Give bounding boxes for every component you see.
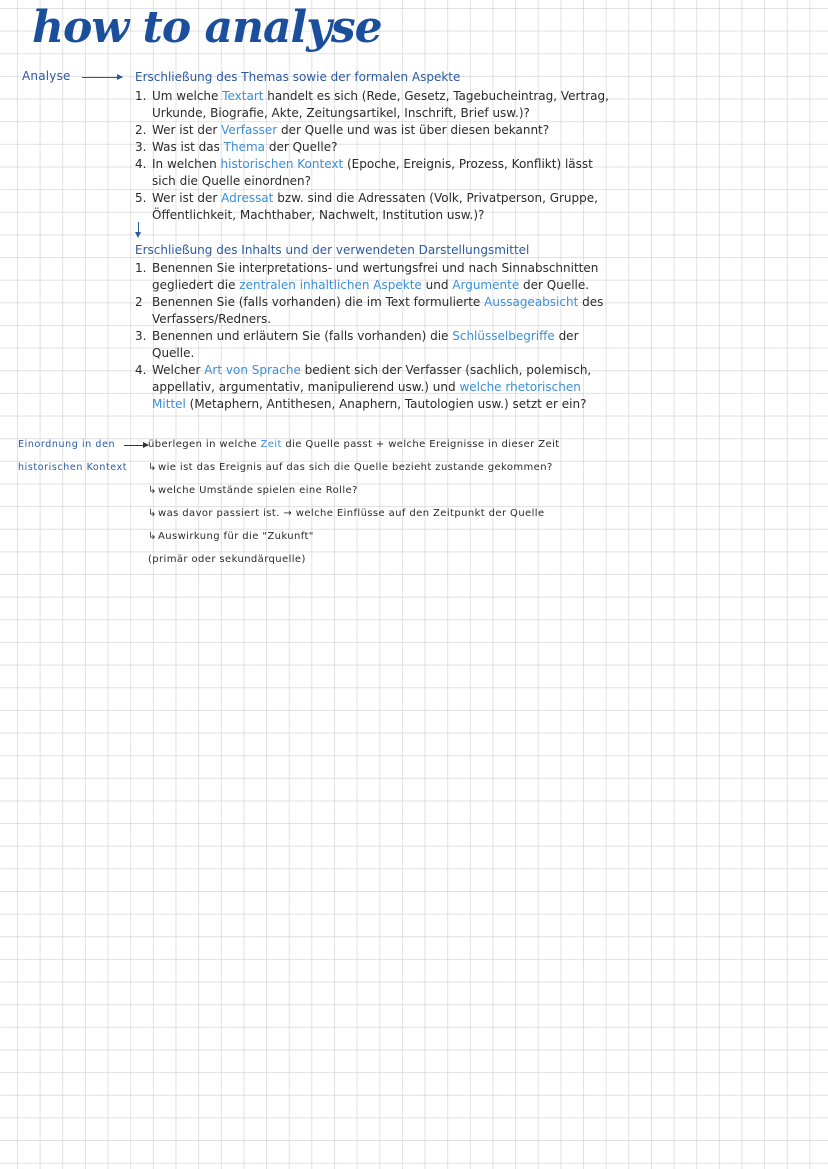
list-item: 3. Was ist das Thema der Quelle? (135, 140, 338, 154)
analyse-label: Analyse (22, 69, 71, 83)
note-line: (primär oder sekundärquelle) (148, 554, 306, 565)
list-item: 2 Benennen Sie (falls vorhanden) die im Text formulierte Aussageabsicht des Verfassers/Redners. (135, 295, 604, 326)
highlight-term: Textart (222, 89, 264, 103)
highlight-term: Argumente (452, 278, 520, 292)
note-line: ↳Auswirkung für die "Zukunft" (148, 528, 560, 551)
hook-arrow-icon: ↳ (148, 462, 157, 473)
page-title: how to analyse (32, 2, 382, 53)
context-label-line1: Einordnung in den (18, 439, 116, 450)
highlight-term: Schlüsselbegriffe (452, 329, 555, 343)
right-arrow-icon (124, 445, 148, 446)
note-line: ↳wie ist das Ereignis auf das sich die Quelle bezieht zustande gekommen? (148, 459, 560, 482)
highlight-term: zentralen inhaltlichen Aspekte (239, 278, 422, 292)
hook-arrow-icon: ↳ (148, 508, 157, 519)
list-item: 5. Wer ist der Adressat bzw. sind die Adressaten (Volk, Privatperson, Gruppe, Öffentlichkeit, Machthaber, Nachwelt, Institution usw.)? (135, 191, 598, 222)
context-notes (148, 436, 560, 574)
down-arrow-icon (138, 222, 139, 236)
highlight-term: Thema (223, 140, 266, 154)
note-line: ↳welche Umstände spielen eine Rolle? (148, 482, 560, 505)
highlight-term: Verfasser (221, 123, 278, 137)
highlight-term: Adressat (221, 191, 274, 205)
note-line: ↳was davor passiert ist. → welche Einflüsse auf den Zeitpunkt der Quelle (148, 505, 560, 528)
content-list (135, 260, 610, 413)
list-item: 1. Um welche Textart handelt es sich (Rede, Gesetz, Tagebucheintrag, Vertrag, Urkunde, Biografie, Akte, Zeitungsartikel, Inschrift, Brief usw.)? (135, 89, 609, 120)
list-item: 1. Benennen Sie interpretations- und wertungsfrei und nach Sinnabschnitten gegliedert die zentralen inhaltlichen Aspekte und Argumente der Quelle. (135, 261, 599, 292)
list-item: 2. Wer ist der Verfasser der Quelle und was ist über diesen bekannt? (135, 123, 550, 137)
highlight-term: historischen Kontext (220, 157, 344, 171)
highlight-term: Zeit (260, 439, 282, 450)
section-heading-content: Erschließung des Inhalts und der verwendeten Darstellungsmittel (135, 243, 530, 257)
highlight-term: welche rhetorischen Mittel (152, 380, 581, 411)
hook-arrow-icon: ↳ (148, 531, 157, 542)
highlight-term: Art von Sprache (204, 363, 301, 377)
formal-aspects-list (135, 88, 610, 224)
list-item: 3. Benennen und erläutern Sie (falls vorhanden) die Schlüsselbegriffe der Quelle. (135, 329, 579, 360)
context-label-line2: historischen Kontext (18, 462, 128, 473)
highlight-term: Aussageabsicht (484, 295, 579, 309)
list-item: 4. In welchen historischen Kontext (Epoche, Ereignis, Prozess, Konflikt) lässt sich die Quelle einordnen? (135, 157, 593, 188)
section-heading-formal-aspects: Erschließung des Themas sowie der formalen Aspekte (135, 70, 461, 84)
right-arrow-icon (82, 77, 122, 78)
list-item: 4. Welcher Art von Sprache bedient sich der Verfasser (sachlich, polemisch, appellativ, argumentativ, manipulierend usw.) und welche rhetorischen Mittel (Metaphern, Antithesen, Anaphern, Tautologien usw.) setzt er ein? (135, 363, 592, 411)
note-line: überlegen in welche Zeit die Quelle passt + welche Ereignisse in dieser Zeit (148, 439, 560, 450)
hook-arrow-icon: ↳ (148, 485, 157, 496)
